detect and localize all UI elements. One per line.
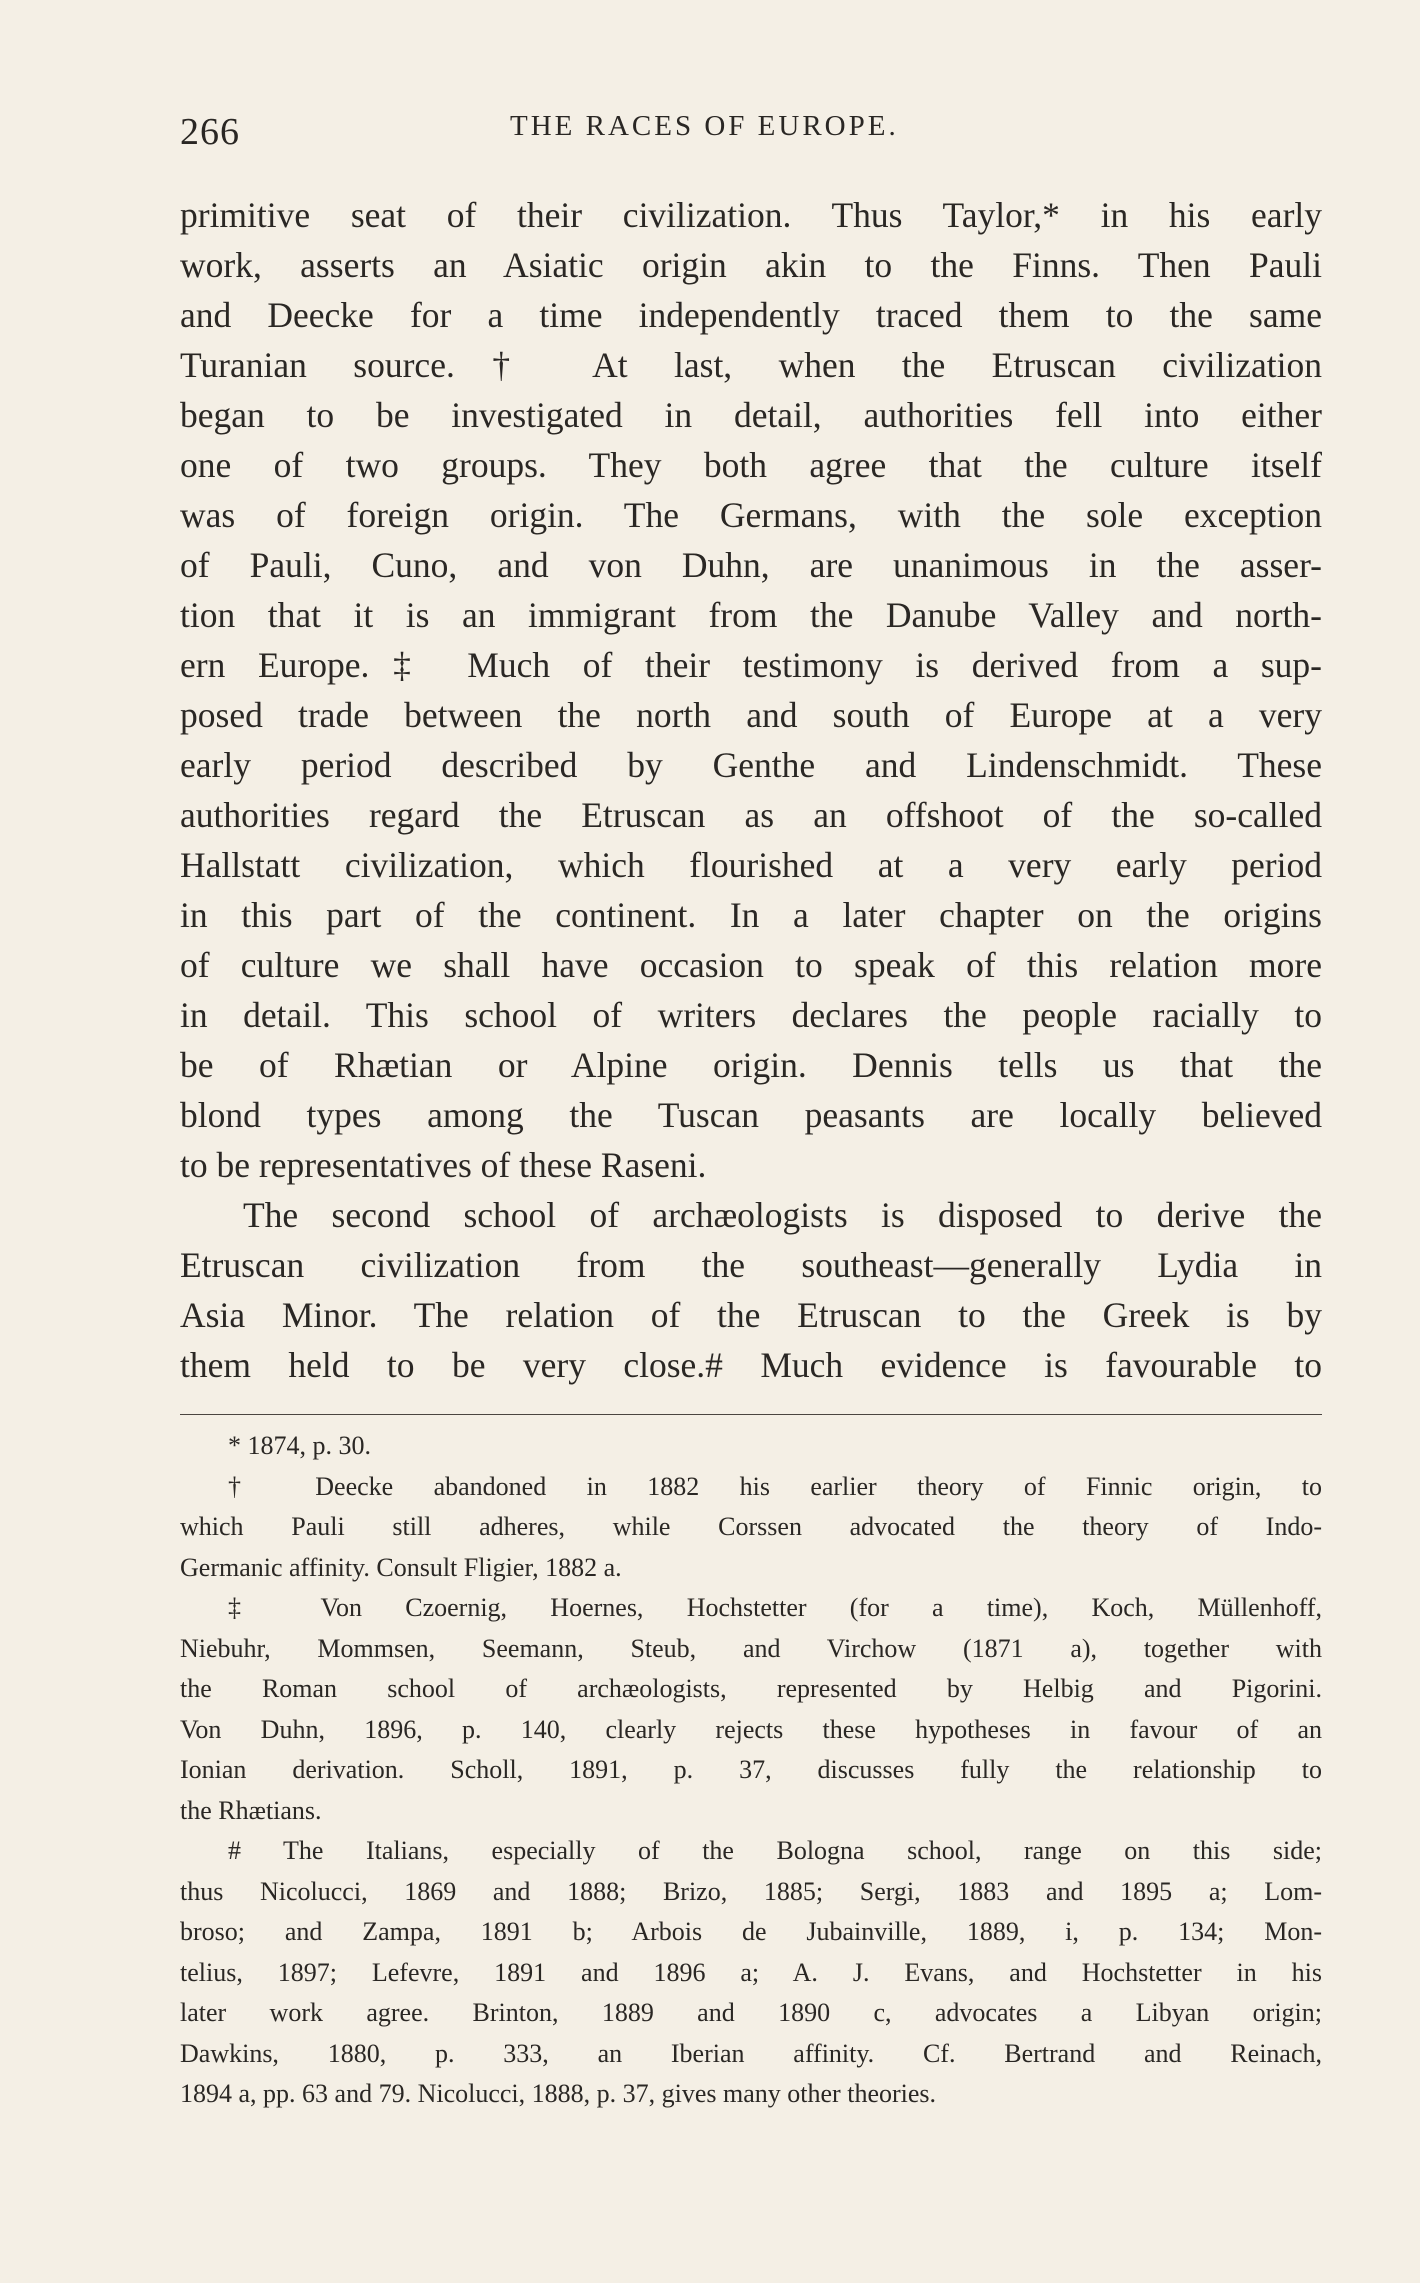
footnote-line: ‡ Von Czoernig, Hoernes, Hochstetter (for a time), Koch, Müllenhoff,: [228, 1593, 1322, 1622]
page-number: 266: [180, 111, 240, 153]
running-title: THE RACES OF EUROPE.: [510, 110, 899, 142]
footnote-line: telius, 1897; Lefevre, 1891 and 1896 a; A. J. Evans, and Hochstetter in his: [180, 1957, 1322, 1987]
footnote-rule: [180, 1414, 1322, 1415]
body-text: [180, 190, 1322, 1390]
body-line: them held to be very close.# Much evidence is favourable to: [180, 1345, 1322, 1385]
body-line: primitive seat of their civilization. Thus Taylor,* in his early: [180, 195, 1322, 235]
body-line: and Deecke for a time independently traced them to the same: [180, 295, 1322, 335]
footnote-line: Germanic affinity. Consult Fligier, 1882 a.: [180, 1552, 622, 1582]
body-line: blond types among the Tuscan peasants are locally believed: [180, 1095, 1322, 1135]
body-line: began to be investigated in detail, authorities fell into either: [180, 395, 1322, 435]
body-line: to be representatives of these Raseni.: [180, 1145, 707, 1185]
body-line: Etruscan civilization from the southeast—generally Lydia in: [180, 1245, 1322, 1285]
body-line: ern Europe.‡ Much of their testimony is derived from a sup-: [180, 645, 1322, 685]
running-head: [180, 102, 1322, 162]
body-line: early period described by Genthe and Lindenschmidt. These: [180, 745, 1322, 785]
body-line: in this part of the continent. In a later chapter on the origins: [180, 895, 1322, 935]
footnote-line: Dawkins, 1880, p. 333, an Iberian affinity. Cf. Bertrand and Reinach,: [180, 2038, 1322, 2068]
body-line: The second school of archæologists is disposed to derive the: [243, 1195, 1322, 1235]
footnote-line: later work agree. Brinton, 1889 and 1890 c, advocates a Libyan origin;: [180, 1998, 1322, 2027]
footnote-line: Ionian derivation. Scholl, 1891, p. 37, discusses fully the relationship to: [180, 1755, 1322, 1784]
body-line: in detail. This school of writers declares the people racially to: [180, 995, 1322, 1035]
footnote-line: † Deecke abandoned in 1882 his earlier theory of Finnic origin, to: [228, 1471, 1322, 1501]
body-line: Hallstatt civilization, which flourished at a very early period: [180, 845, 1322, 885]
footnote-line: * 1874, p. 30.: [228, 1431, 371, 1460]
body-line: was of foreign origin. The Germans, with the sole exception: [180, 495, 1322, 535]
body-line: work, asserts an Asiatic origin akin to the Finns. Then Pauli: [180, 245, 1322, 285]
body-line: be of Rhætian or Alpine origin. Dennis tells us that the: [180, 1045, 1322, 1085]
footnote-line: the Rhætians.: [180, 1795, 322, 1825]
footnote-line: broso; and Zampa, 1891 b; Arbois de Jubainville, 1889, i, p. 134; Mon-: [180, 1917, 1322, 1946]
body-line: authorities regard the Etruscan as an offshoot of the so-called: [180, 795, 1322, 835]
footnotes: [180, 1426, 1322, 2115]
body-line: Turanian source.† At last, when the Etruscan civilization: [180, 345, 1322, 385]
body-line: posed trade between the north and south of Europe at a very: [180, 695, 1322, 735]
footnote-line: 1894 a, pp. 63 and 79. Nicolucci, 1888, p. 37, gives many other theories.: [180, 2079, 937, 2108]
footnote-line: which Pauli still adheres, while Corssen advocated the theory of Indo-: [180, 1512, 1322, 1541]
footnote-line: Von Duhn, 1896, p. 140, clearly rejects these hypotheses in favour of an: [180, 1714, 1322, 1744]
footnote-line: # The Italians, especially of the Bologna school, range on this side;: [228, 1836, 1322, 1865]
body-line: of Pauli, Cuno, and von Duhn, are unanimous in the asser-: [180, 545, 1322, 585]
footnote-line: Niebuhr, Mommsen, Seemann, Steub, and Virchow (1871 a), together with: [180, 1633, 1322, 1663]
footnote-line: the Roman school of archæologists, represented by Helbig and Pigorini.: [180, 1674, 1322, 1703]
body-line: of culture we shall have occasion to speak of this relation more: [180, 945, 1322, 985]
body-line: Asia Minor. The relation of the Etruscan to the Greek is by: [180, 1295, 1322, 1335]
body-line: one of two groups. They both agree that the culture itself: [180, 445, 1322, 485]
footnote-line: thus Nicolucci, 1869 and 1888; Brizo, 1885; Sergi, 1883 and 1895 a; Lom-: [180, 1876, 1322, 1906]
body-line: tion that it is an immigrant from the Danube Valley and north-: [180, 595, 1322, 635]
